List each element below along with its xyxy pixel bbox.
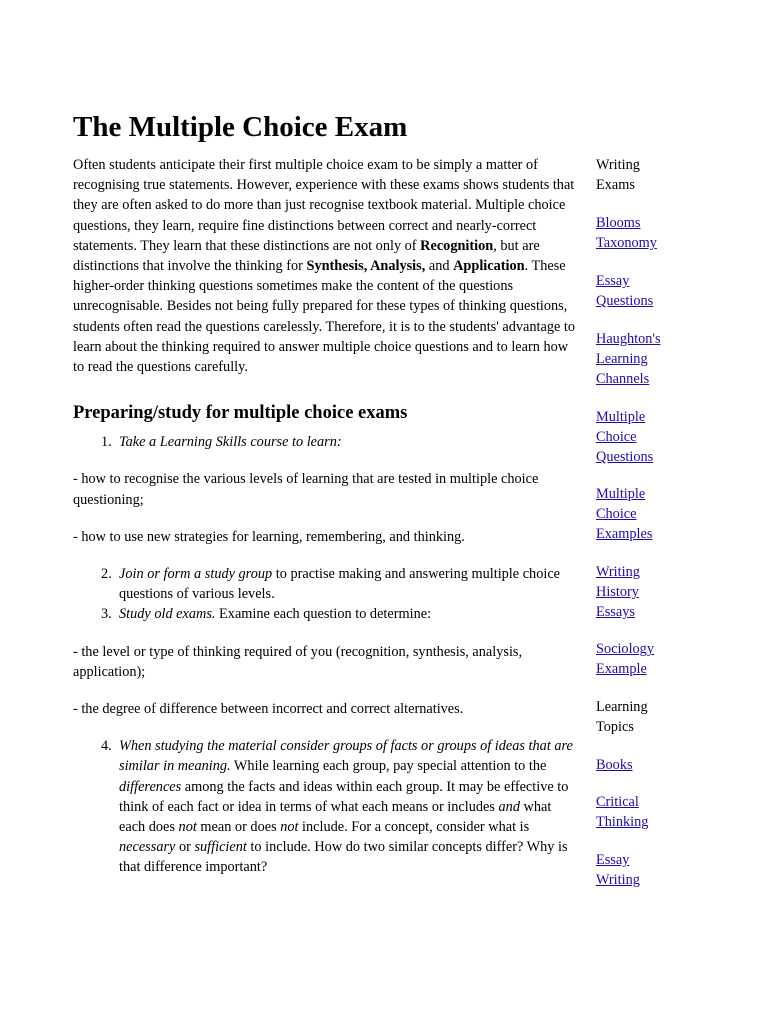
tips-list-3 [73,736,581,877]
sidebar-link-multiple-choice-questions[interactable]: Multiple Choice Questions [596,409,654,465]
sidebar-heading-writing-exams: Writing Exams [596,157,640,193]
bullet-paragraph: - how to recognise the various levels of learning that are tested in multiple choice questioning; [73,471,539,508]
sidebar-heading-learning-topics: Learning Topics [596,699,648,735]
sidebar-link-essay-questions[interactable]: Essay Questions [596,273,654,309]
sidebar-link-critical-thinking[interactable]: Critical Thinking [596,794,649,830]
bullet-paragraph: - the level or type of thinking required of you (recognition, synthesis, analysis, application); [73,643,523,680]
sidebar-link-blooms-taxonomy[interactable]: Blooms Taxonomy [596,215,657,251]
intro-paragraph: Often students anticipate their first multiple choice exam to be simply a matter of recognising true statements. However, experience with these exams shows students that they are often asked to do more than just recognise textbook material. Multiple choice questions, they learn, require fine distinctions between correct and nearly-correct statements. They learn that these distinctions are not only of Recognition, but are distinctions that involve the thinking for Synthesis, Analysis, and Application. These higher-order thinking questions sometimes make the content of the questions unrecognisable. Besides not being fully prepared for these types of thinking questions, students often read the questions carelessly. Therefore, it is to the students' advantage to learn about the thinking required to answer multiple choice questions and to learn how to read the questions carefully. [73,157,576,376]
tips-list-1 [73,432,581,452]
list-item: 4. When studying the material consider groups of facts or groups of ideas that are similar in meaning. While learning each group, pay special attention to the differences among the facts and ideas within each group. It may be effective to think of each fact or idea in terms of what each means or includes and what each does not mean or does not include. For a concept, consider what is necessary or sufficient to include. How do two similar concepts differ? Why is that difference important? [101,738,573,876]
bullet-paragraph: - how to use new strategies for learning, remembering, and thinking. [73,528,465,545]
sidebar-link-haughtons-learning-channels[interactable]: Haughton's Learning Channels [596,331,661,387]
list-item: 3. Study old exams. Examine each question to determine: [101,606,432,623]
list-item: 2. Join or form a study group to practise making and answering multiple choice questions of various levels. [101,566,561,603]
page-title: The Multiple Choice Exam [73,111,408,143]
list-item: 1. Take a Learning Skills course to learn: [101,434,342,451]
sidebar-link-books[interactable]: Books [596,757,633,773]
sidebar-link-sociology-example[interactable]: Sociology Example [596,641,654,677]
bullet-paragraph: - the degree of difference between incorrect and correct alternatives. [73,701,464,718]
sidebar-link-multiple-choice-examples[interactable]: Multiple Choice Examples [596,486,653,542]
sidebar [596,155,706,890]
sidebar-link-essay-writing[interactable]: Essay Writing [596,852,640,888]
sidebar-link-writing-history-essays[interactable]: Writing History Essays [596,564,640,620]
section-heading: Preparing/study for multiple choice exams [73,403,408,424]
main-content [73,155,581,878]
tips-list-2 [73,564,581,625]
